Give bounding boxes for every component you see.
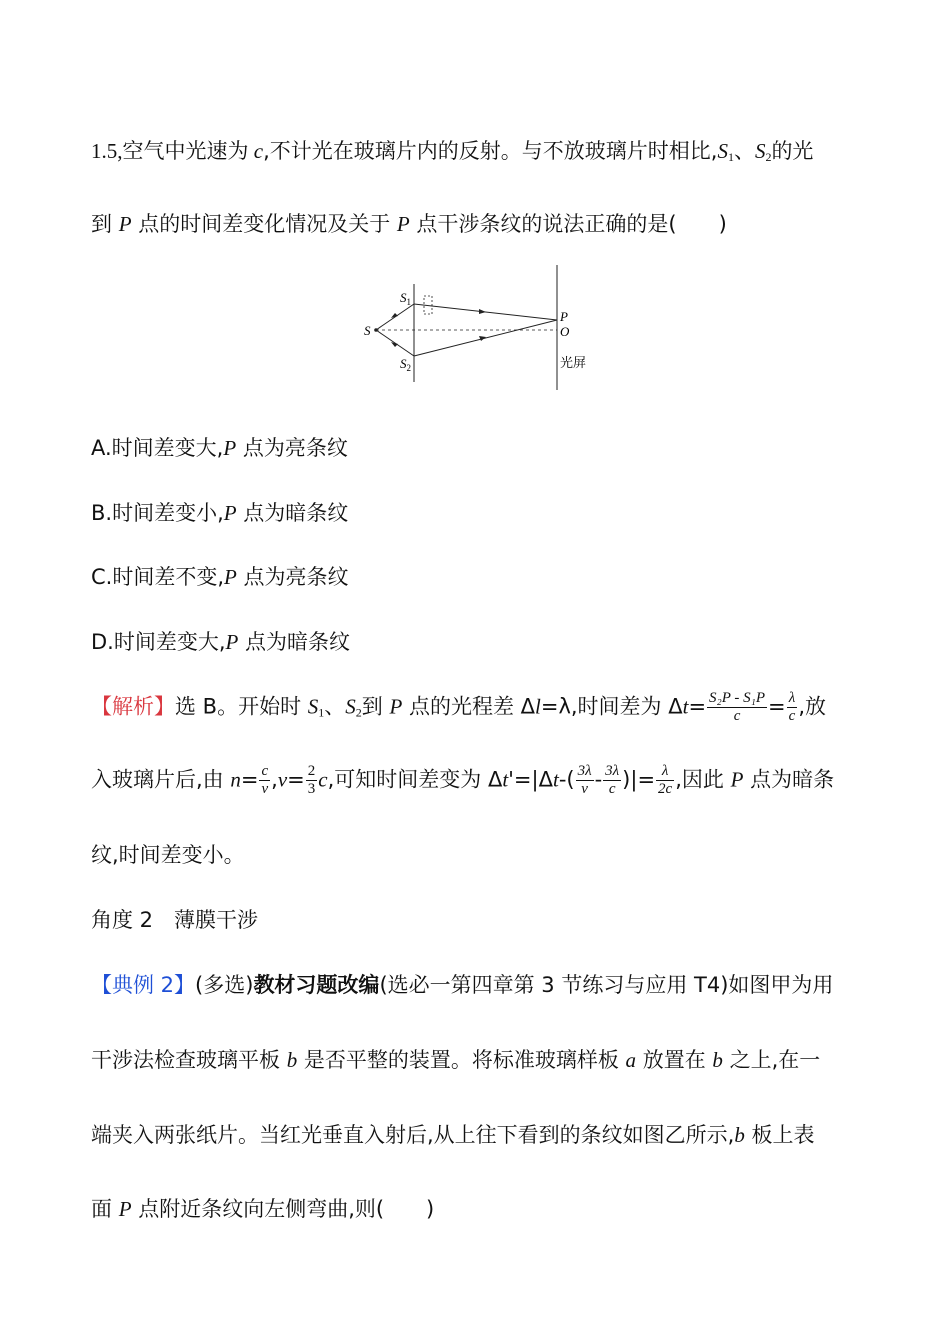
- var-s1: S: [307, 694, 319, 719]
- example-text: 干涉法检查玻璃平板: [91, 1048, 287, 1072]
- question-line-1: [91, 136, 813, 172]
- example-line-2: [91, 1045, 820, 1075]
- option-suffix: 点为暗条纹: [238, 630, 351, 654]
- var-b: b: [712, 1048, 723, 1072]
- example-line-3: [91, 1120, 815, 1150]
- s2-label: $S_2$: [400, 356, 411, 373]
- var-b: b: [286, 1048, 298, 1072]
- fraction-denominator: c: [788, 708, 796, 724]
- equals: =: [688, 694, 707, 719]
- subscript: 2: [765, 150, 772, 164]
- fraction-2-3: [306, 763, 318, 798]
- var-p: P: [396, 212, 410, 236]
- var-p: P: [224, 565, 237, 589]
- example-text: 之上,在一: [722, 1048, 821, 1072]
- option-b: [91, 498, 348, 528]
- ray-s-s1: [376, 304, 414, 330]
- ray-s2-p: [414, 320, 557, 356]
- fraction-3lambda-c: [603, 763, 621, 798]
- var-t: t: [552, 767, 559, 792]
- var-n: n: [230, 767, 241, 792]
- analysis-text: -(: [558, 767, 575, 792]
- s-label: S: [364, 323, 371, 338]
- fraction-numerator: 2: [307, 763, 316, 779]
- example-text: 是否平整的装置。将标准玻璃样板: [297, 1048, 626, 1072]
- example-text: 板上表: [744, 1123, 815, 1147]
- analysis-line-1: [91, 690, 826, 728]
- fraction-denominator: c: [733, 708, 741, 724]
- fraction-numerator: S₂P - S₁P: [709, 690, 766, 706]
- var-p: P: [223, 501, 237, 525]
- analysis-text: 点的光程差 Δ: [402, 694, 535, 719]
- var-p: P: [225, 630, 239, 654]
- question-text: 点的时间差变化情况及关于: [131, 212, 397, 236]
- example-line-4: [91, 1194, 434, 1224]
- question-text: 点干涉条纹的说法正确的是( ): [409, 212, 727, 236]
- analysis-text: 点为暗条: [743, 767, 835, 792]
- s1-label: $S_1$: [400, 290, 411, 307]
- analysis-text: ,可知时间差变为 Δ: [327, 767, 503, 792]
- var-b: b: [734, 1123, 745, 1147]
- fraction-numerator: 3λ: [577, 763, 592, 779]
- analysis-text: 到: [361, 694, 390, 719]
- option-prefix: A.时间差变大,: [91, 436, 224, 460]
- var-s2: S: [345, 694, 356, 719]
- analysis-text: =λ,时间差为 Δ: [540, 694, 683, 719]
- fraction-denominator: 3: [307, 781, 316, 797]
- equals: =: [768, 694, 786, 719]
- fraction-lambda-2c: [656, 763, 674, 798]
- option-prefix: C.时间差不变,: [91, 565, 225, 589]
- fraction-path-diff: [707, 690, 767, 725]
- fraction-denominator: v: [581, 781, 588, 797]
- example-tag: 【典例 2】: [91, 973, 196, 997]
- example-text: 端夹入两张纸片。当红光垂直入射后,从上往下看到的条纹如图乙所示,: [91, 1123, 735, 1147]
- minus: -: [594, 767, 603, 792]
- fraction-numerator: λ: [656, 763, 674, 781]
- analysis-text: ,放: [798, 694, 826, 719]
- var-p: P: [389, 694, 403, 719]
- fraction-numerator: 3λ: [605, 763, 620, 779]
- var-p: P: [118, 212, 132, 236]
- example-line-1: [91, 970, 833, 1000]
- var-c: c: [318, 767, 328, 792]
- analysis-text: 选 B。开始时: [175, 694, 308, 719]
- fraction-denominator: c: [608, 781, 616, 797]
- analysis-line-2: [91, 763, 834, 798]
- fraction-c-v: [259, 763, 270, 798]
- fraction-numerator: λ: [787, 690, 798, 708]
- var-t: t: [502, 767, 509, 792]
- separator: 、: [733, 139, 755, 163]
- example-text: 点附近条纹向左侧弯曲,则( ): [131, 1197, 435, 1221]
- p-label: P: [560, 309, 568, 324]
- screen-label: 光屏: [560, 356, 587, 371]
- option-suffix: 点为亮条纹: [236, 565, 349, 589]
- option-prefix: B.时间差变小,: [91, 501, 224, 525]
- fraction-3lambda-v: [576, 763, 594, 798]
- var-s1: S: [717, 139, 728, 163]
- option-suffix: 点为亮条纹: [236, 436, 348, 460]
- var-a: a: [625, 1048, 637, 1072]
- analysis-text: 入玻璃片后,由: [91, 767, 231, 792]
- ray-s-s2: [376, 330, 414, 356]
- analysis-text: '=|Δ: [508, 767, 553, 792]
- analysis-text: 纹,时间差变小。: [91, 843, 245, 867]
- var-c: c: [253, 139, 264, 163]
- separator: 、: [324, 694, 346, 719]
- example-text: (多选): [195, 973, 254, 997]
- question-text: 到: [91, 212, 119, 236]
- var-p: P: [118, 1197, 132, 1221]
- var-t: t: [682, 694, 689, 719]
- question-text: 1.5,空气中光速为: [91, 139, 254, 163]
- subscript: 1: [727, 150, 734, 164]
- question-text: ,不计光在玻璃片内的反射。与不放玻璃片时相比,: [263, 139, 718, 163]
- var-p: P: [730, 767, 744, 792]
- question-text: 的光: [771, 139, 814, 163]
- equals: =: [240, 767, 259, 792]
- double-slit-figure: [360, 262, 610, 392]
- option-prefix: D.时间差变大,: [91, 630, 226, 654]
- option-d: [91, 627, 350, 657]
- example-text: (选必一第四章第 3 节练习与应用 T4)如图甲为用: [379, 973, 834, 997]
- subscript: 1: [318, 705, 325, 720]
- var-s2: S: [754, 139, 766, 163]
- equals: =: [287, 767, 305, 792]
- section-heading: [91, 905, 258, 935]
- option-suffix: 点为暗条纹: [236, 501, 349, 525]
- var-l: l: [535, 694, 541, 719]
- fraction-denominator: 2c: [658, 781, 673, 797]
- question-line-2: [91, 209, 727, 239]
- var-v: v: [277, 767, 288, 792]
- example-bold-text: 教材习题改编: [253, 973, 380, 997]
- fraction-lambda-c: [787, 690, 798, 725]
- option-c: [91, 562, 349, 592]
- example-text: 放置在: [636, 1048, 713, 1072]
- fraction-numerator: c: [261, 763, 269, 779]
- option-a: [91, 433, 348, 463]
- o-label: O: [560, 324, 570, 339]
- fraction-denominator: v: [261, 781, 269, 797]
- var-p: P: [223, 436, 237, 460]
- section-title: 角度 2 薄膜干涉: [91, 908, 259, 932]
- subscript: 2: [355, 705, 362, 720]
- comma: ,: [271, 767, 278, 792]
- analysis-text: ,因此: [675, 767, 731, 792]
- analysis-line-3: [91, 840, 245, 870]
- analysis-tag: 【解析】: [91, 694, 175, 719]
- example-text: 面: [91, 1197, 119, 1221]
- analysis-text: )|=: [622, 767, 656, 792]
